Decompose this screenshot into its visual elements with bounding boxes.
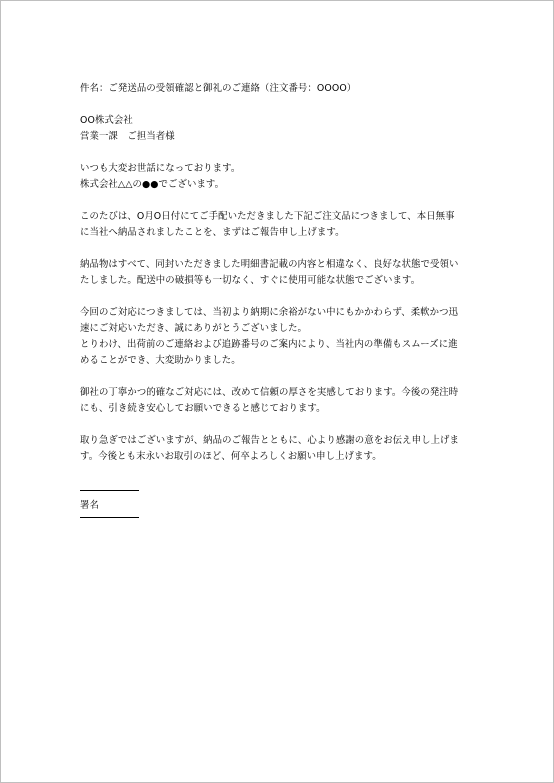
paragraph-line: 納品物はすべて、同封いただきました明細書記載の内容と相違なく、良好な状態で受領い bbox=[80, 259, 459, 270]
paragraph-line: にも、引き続き安心してお願いできると感じております。 bbox=[80, 403, 326, 414]
recipient-company: OO株式会社 bbox=[80, 115, 133, 126]
paragraph-line: このたびは、O月O日付にてご手配いただきました下記ご注文品につきまして、本日無事 bbox=[80, 211, 455, 222]
paragraph-line: 今回のご対応につきましては、当初より納期に余裕がない中にもかかわらず、柔軟かつ迅 bbox=[80, 307, 459, 318]
letter-body bbox=[80, 81, 480, 518]
paragraph-line: 取り急ぎではございますが、納品のご報告とともに、心より感謝の意をお伝え申し上げま bbox=[80, 435, 460, 446]
paragraph-line: めることができ、大変助かりました。 bbox=[80, 355, 241, 366]
paragraph-line: とりわけ、出荷前のご連絡および追跡番号のご案内により、当社内の準備もスムーズに進 bbox=[80, 339, 458, 350]
paragraph-line: す。今後とも末永いお取引のほど、何卒よろしくお願い申し上げます。 bbox=[80, 451, 382, 462]
greeting-line: いつも大変お世話になっております。 bbox=[80, 163, 241, 174]
signature-rule-bottom bbox=[80, 517, 139, 518]
recipient-department: 営業一課 ご担当者様 bbox=[80, 131, 175, 142]
signature-rule-top bbox=[80, 490, 139, 491]
signature-label: 署名 bbox=[80, 500, 99, 511]
subject-line: 件名：ご発送品の受領確認と御礼のご連絡（注文番号：OOOO） bbox=[80, 83, 357, 94]
greeting-line: 株式会社△△の●●でございます。 bbox=[80, 179, 225, 190]
paragraph-line: たしました。配送中の破損等も一切なく、すぐに使用可能な状態でございます。 bbox=[80, 275, 421, 286]
paragraph-line: 御社の丁寧かつ的確なご対応には、改めて信頼の厚さを実感しております。今後の発注時 bbox=[80, 387, 459, 398]
paragraph-line: 速にご対応いただき、誠にありがとうございました。 bbox=[80, 323, 308, 334]
paragraph-line: に当社へ納品されましたことを、まずはご報告申し上げます。 bbox=[80, 227, 345, 238]
